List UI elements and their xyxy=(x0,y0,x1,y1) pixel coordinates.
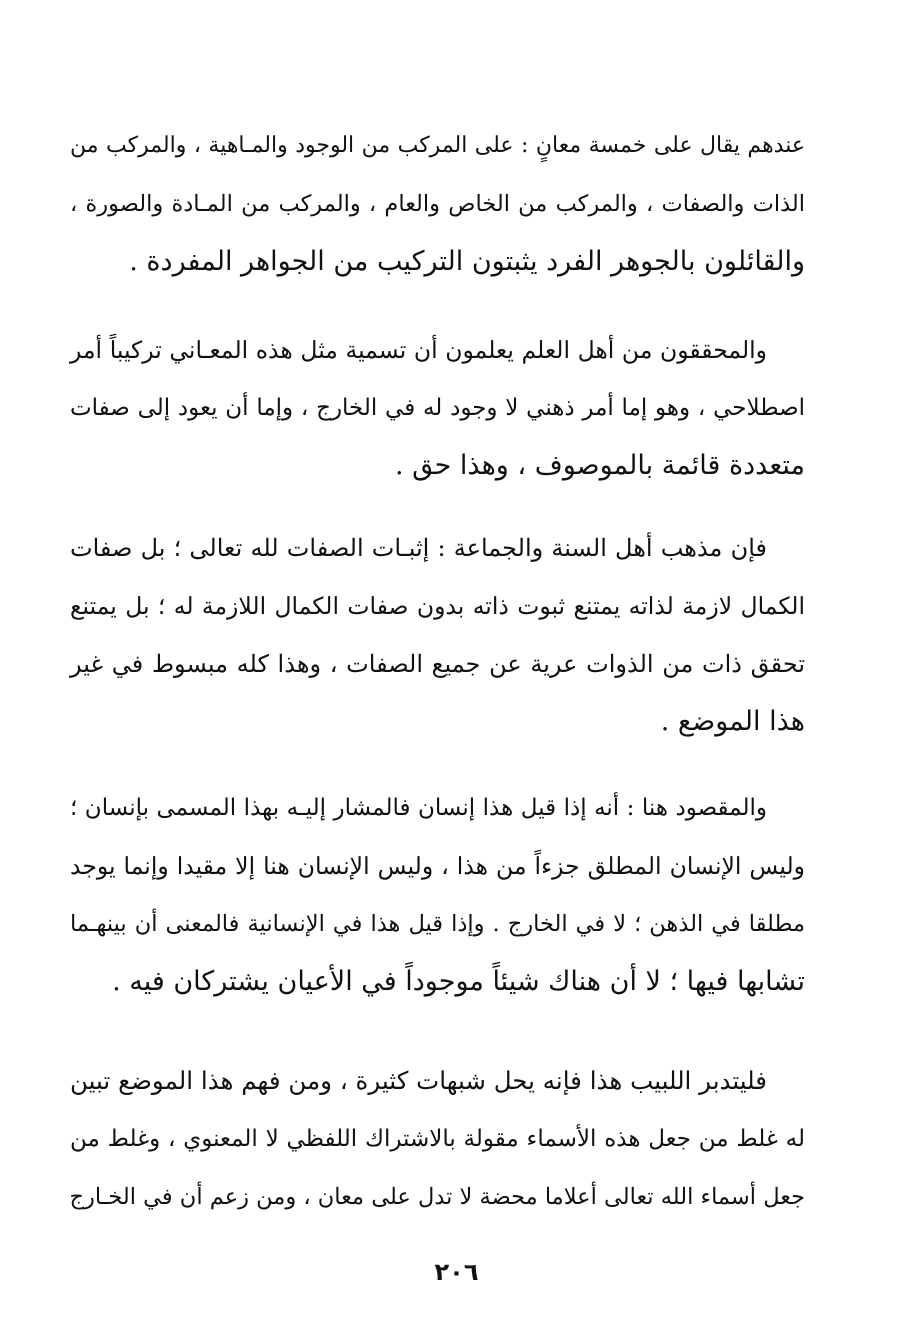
text-line: له غلط من جعل هذه الأسماء مقولة بالاشتراك اللفظي لا المعنوي ، وغلط من xyxy=(70,1126,805,1152)
text-line: الذات والصفات ، والمركب من الخاص والعام ، والمركب من المـادة والصورة ، xyxy=(70,191,805,217)
text-line: مطلقا في الذهن ؛ لا في الخارج . وإذا قيل هذا في الإنسانية فالمعنى أن بينهـما xyxy=(70,911,805,937)
text-line: فإن مذهب أهل السنة والجماعة : إثبـات الصفات لله تعالى ؛ بل صفات xyxy=(70,534,767,562)
text-line: والمقصود هنا : أنه إذا قيل هذا إنسان فالمشار إليـه بهذا المسمى بإنسان ؛ xyxy=(70,795,767,821)
text-line: اصطلاحي ، وهو إما أمر ذهني لا وجود له في الخارج ، وإما أن يعود إلى صفات xyxy=(70,395,805,421)
paragraph xyxy=(70,117,805,291)
text-line: متعددة قائمة بالموصوف ، وهذا حق . xyxy=(394,450,805,481)
paragraph xyxy=(70,779,805,1011)
text-line: تحقق ذات من الذوات عرية عن جميع الصفات ، وهذا كله مبسوط في غير xyxy=(70,650,805,678)
text-line: عندهم يقال على خمسة معانٍ : على المركب من الوجود والمـاهية ، والمركب من xyxy=(70,133,805,158)
paragraph xyxy=(70,1052,805,1226)
text-line: والقائلون بالجوهر الفرد يثبتون التركيب من الجواهر المفردة . xyxy=(129,246,805,277)
text-line: فليتدبر اللبيب هذا فإنه يحل شبهات كثيرة ، ومن فهم هذا الموضع تبين xyxy=(70,1066,767,1095)
paragraph xyxy=(70,321,805,495)
paragraph xyxy=(70,519,805,751)
text-line: والمحققون من أهل العلم يعلمون أن تسمية مثل هذه المعـاني تركيباً أمر xyxy=(70,336,767,364)
text-line: جعل أسماء الله تعالى أعلاما محضة لا تدل على معان ، ومن زعم أن في الخـارج xyxy=(69,1184,805,1210)
page-number: ٢٠٦ xyxy=(434,1258,479,1286)
text-line: هذا الموضع . xyxy=(660,706,805,737)
text-line: الكمال لازمة لذاته يمتنع ثبوت ذاته بدون صفات الكمال اللازمة له ؛ بل يمتنع xyxy=(70,592,805,620)
text-line: تشابها فيها ؛ لا أن هناك شيئاً موجوداً في الأعيان يشتركان فيه . xyxy=(112,966,805,997)
text-line: وليس الإنسان المطلق جزءاً من هذا ، وليس الإنسان هنا إلا مقيدا وإنما يوجد xyxy=(70,852,805,880)
